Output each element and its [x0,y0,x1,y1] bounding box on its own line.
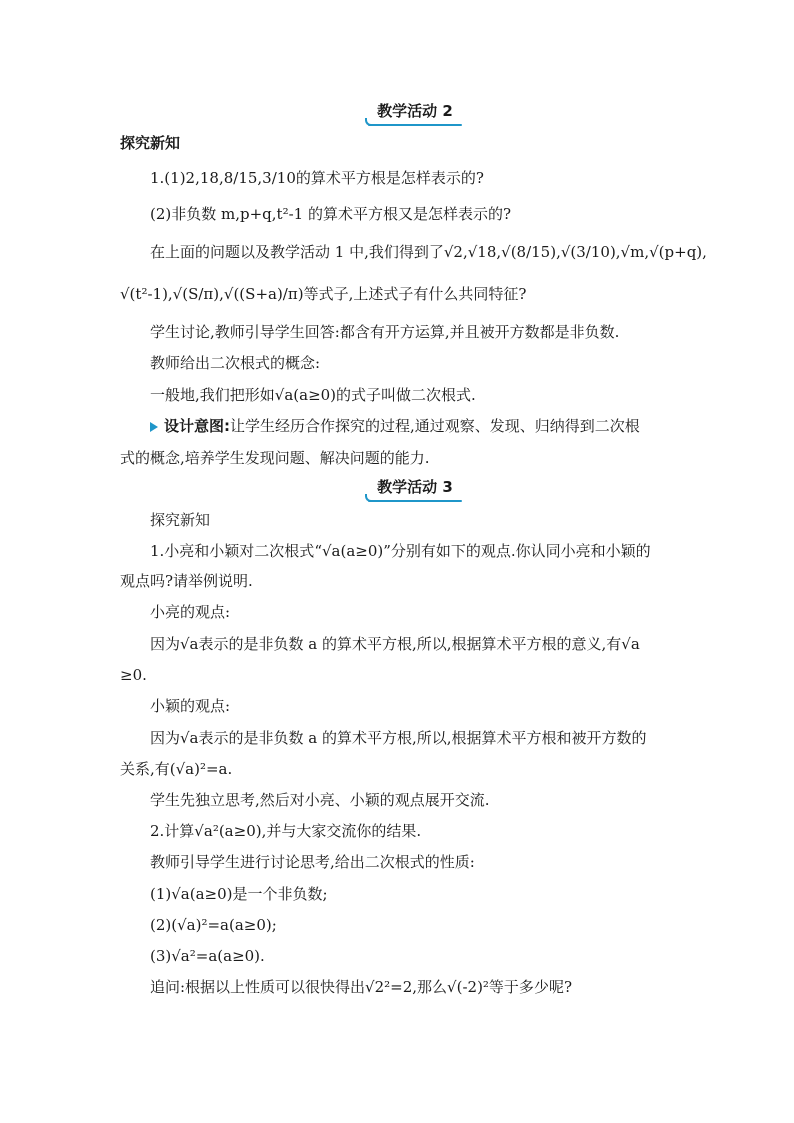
heading-underline [368,500,462,502]
xiaoying-view-cont: 关系,有(√a)²=a. [120,760,233,778]
xiaoying-title: 小颖的观点: [150,697,231,715]
paragraph: 教师引导学生进行讨论思考,给出二次根式的性质: [150,853,475,871]
paragraph: √(t²-1),√(S/π),√((S+a)/π)等式子,上述式子有什么共同特征? [120,285,527,303]
xiaoliang-title: 小亮的观点: [150,603,231,621]
property-1: (1)√a(a≥0)是一个非负数; [150,885,328,903]
design-intent [150,415,640,437]
xiaoliang-view: 因为√a表示的是非负数 a 的算术平方根,所以,根据算术平方根的意义,有√a [150,635,640,653]
triangle-arrow-icon [150,422,158,432]
design-intent-text: 让学生经历合作探究的过程,通过观察、发现、归纳得到二次根 [230,417,640,435]
activity2-heading [374,100,456,121]
xiaoliang-view-cont: ≥0. [120,666,147,684]
design-intent-cont: 式的概念,培养学生发现问题、解决问题的能力. [120,449,430,467]
question-1: 1.小亮和小颖对二次根式“√a(a≥0)”分别有如下的观点.你认同小亮和小颖的 [150,542,651,560]
paragraph: 学生讨论,教师引导学生回答:都含有开方运算,并且被开方数都是非负数. [150,323,620,341]
property-2: (2)(√a)²=a(a≥0); [150,916,277,934]
xiaoying-view: 因为√a表示的是非负数 a 的算术平方根,所以,根据算术平方根和被开方数的 [150,729,647,747]
question-2: (2)非负数 m,p+q,t²-1 的算术平方根又是怎样表示的? [150,205,512,223]
follow-up-question: 追问:根据以上性质可以很快得出√2²=2,那么√(-2)²等于多少呢? [150,978,572,996]
section-title: 探究新知 [120,134,181,152]
property-3: (3)√a²=a(a≥0). [150,947,265,965]
question-1-cont: 观点吗?请举例说明. [120,572,253,590]
design-intent-label: 设计意图: [164,417,230,435]
activity2-heading-text: 教学活动 2 [377,102,453,120]
paragraph: 一般地,我们把形如√a(a≥0)的式子叫做二次根式. [150,386,476,404]
section-title: 探究新知 [150,511,211,529]
activity3-heading [374,476,456,497]
paragraph: 学生先独立思考,然后对小亮、小颖的观点展开交流. [150,791,490,809]
paragraph: 教师给出二次根式的概念: [150,354,321,372]
activity3-heading-text: 教学活动 3 [377,478,453,496]
question-1: 1.(1)2,18,8/15,3/10的算术平方根是怎样表示的? [150,169,484,187]
heading-underline [368,124,462,126]
paragraph: 在上面的问题以及教学活动 1 中,我们得到了√2,√18,√(8/15),√(3/10),√m,√(p+q), [150,243,707,261]
question-2: 2.计算√a²(a≥0),并与大家交流你的结果. [150,822,422,840]
